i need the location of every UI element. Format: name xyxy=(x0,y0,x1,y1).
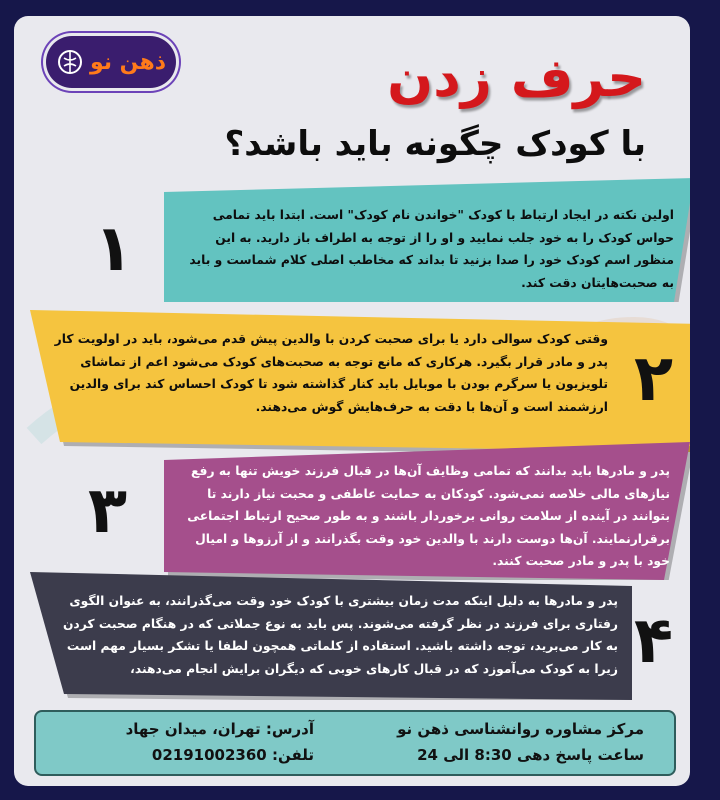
address-text: آدرس: تهران، میدان جهاد xyxy=(125,720,314,738)
section-4-number: ۴ xyxy=(634,604,674,678)
section-2-band xyxy=(30,310,690,452)
section-4-band xyxy=(30,572,632,700)
infographic-card xyxy=(14,16,690,786)
section-2-number: ۲ xyxy=(634,342,674,416)
hours-text: ساعت پاسخ دهی 8:30 الی 24 xyxy=(417,746,644,764)
section-1-text: اولین نکته در ایجاد ارتباط با کودک "خواندن نام کودک" است. ابتدا باید تمامی حواس کودک را به خود جلب نمایید و او را از توجه به اطراف باز دارید. به این منظور اسم کودک خود را صدا بزنید تا بداند که مخاطب اصلی کلام شماست و باید به صحبت‌هایتان دقت کند. xyxy=(189,208,674,290)
section-3-band xyxy=(164,442,690,580)
contact-footer xyxy=(34,710,676,776)
page-title: حرف زدن xyxy=(387,46,646,109)
phone-text: تلفن: 02191002360 xyxy=(151,746,314,764)
page-subtitle: با کودک چگونه باید باشد؟ xyxy=(224,124,646,164)
section-1-band xyxy=(164,178,690,302)
center-name: مرکز مشاوره روانشناسی ذهن نو xyxy=(397,720,644,738)
section-3-text: پدر و مادرها باید بدانند که تمامی وظایف آن‌ها در قبال فرزند خویش تنها به رفع نیازهای مالی خلاصه نمی‌شود. کودکان به حمایت عاطفی و محبت نیاز دارند تا بتوانند در آینده از سلامت روانی برخوردار باشند و به طور صحیح ارتباط اجتماعی برقرارنمایند. آن‌ها دوست دارند با والدین خود وقت بگذرانند و از آرزوها و امیال خود با پدر و مادر صحبت کنند. xyxy=(187,464,670,568)
brand-logo xyxy=(46,36,176,88)
section-1-number: ۱ xyxy=(94,212,134,286)
section-2-text: وقتی کودک سوالی دارد یا برای صحبت کردن با والدین پیش قدم می‌شود، باید در اولویت کار پدر و مادر قرار بگیرد. هرکاری که مانع توجه به صحبت‌های کودک می‌شود اعم از تماشای تلویزیون یا سرگرم بودن با موبایل باید کنار گذاشته شود تا کودک احساس کند برای والدین ارزشمند است و آن‌ها با دقت به حرف‌هایش گوش می‌دهند. xyxy=(54,332,608,414)
section-4-text: پدر و مادرها به دلیل اینکه مدت زمان بیشتری با کودک خود وقت می‌گذرانند، به عنوان الگوی رفتاری برای فرزند در نظر گرفته می‌شوند. پس باید به نوع جملاتی که در هنگام صحبت کردن به کار می‌برید، توجه داشته باشید. استفاده از کلماتی همچون لطفا یا تشکر بسیار مهم است زیرا به کودک می‌آموزد که در قبال کارهای خوبی که دیگران برایش انجام می‌دهند، xyxy=(62,594,618,676)
logo-text: ذهن نو xyxy=(89,49,167,75)
section-3-number: ۳ xyxy=(88,474,128,548)
brain-icon xyxy=(56,48,84,76)
